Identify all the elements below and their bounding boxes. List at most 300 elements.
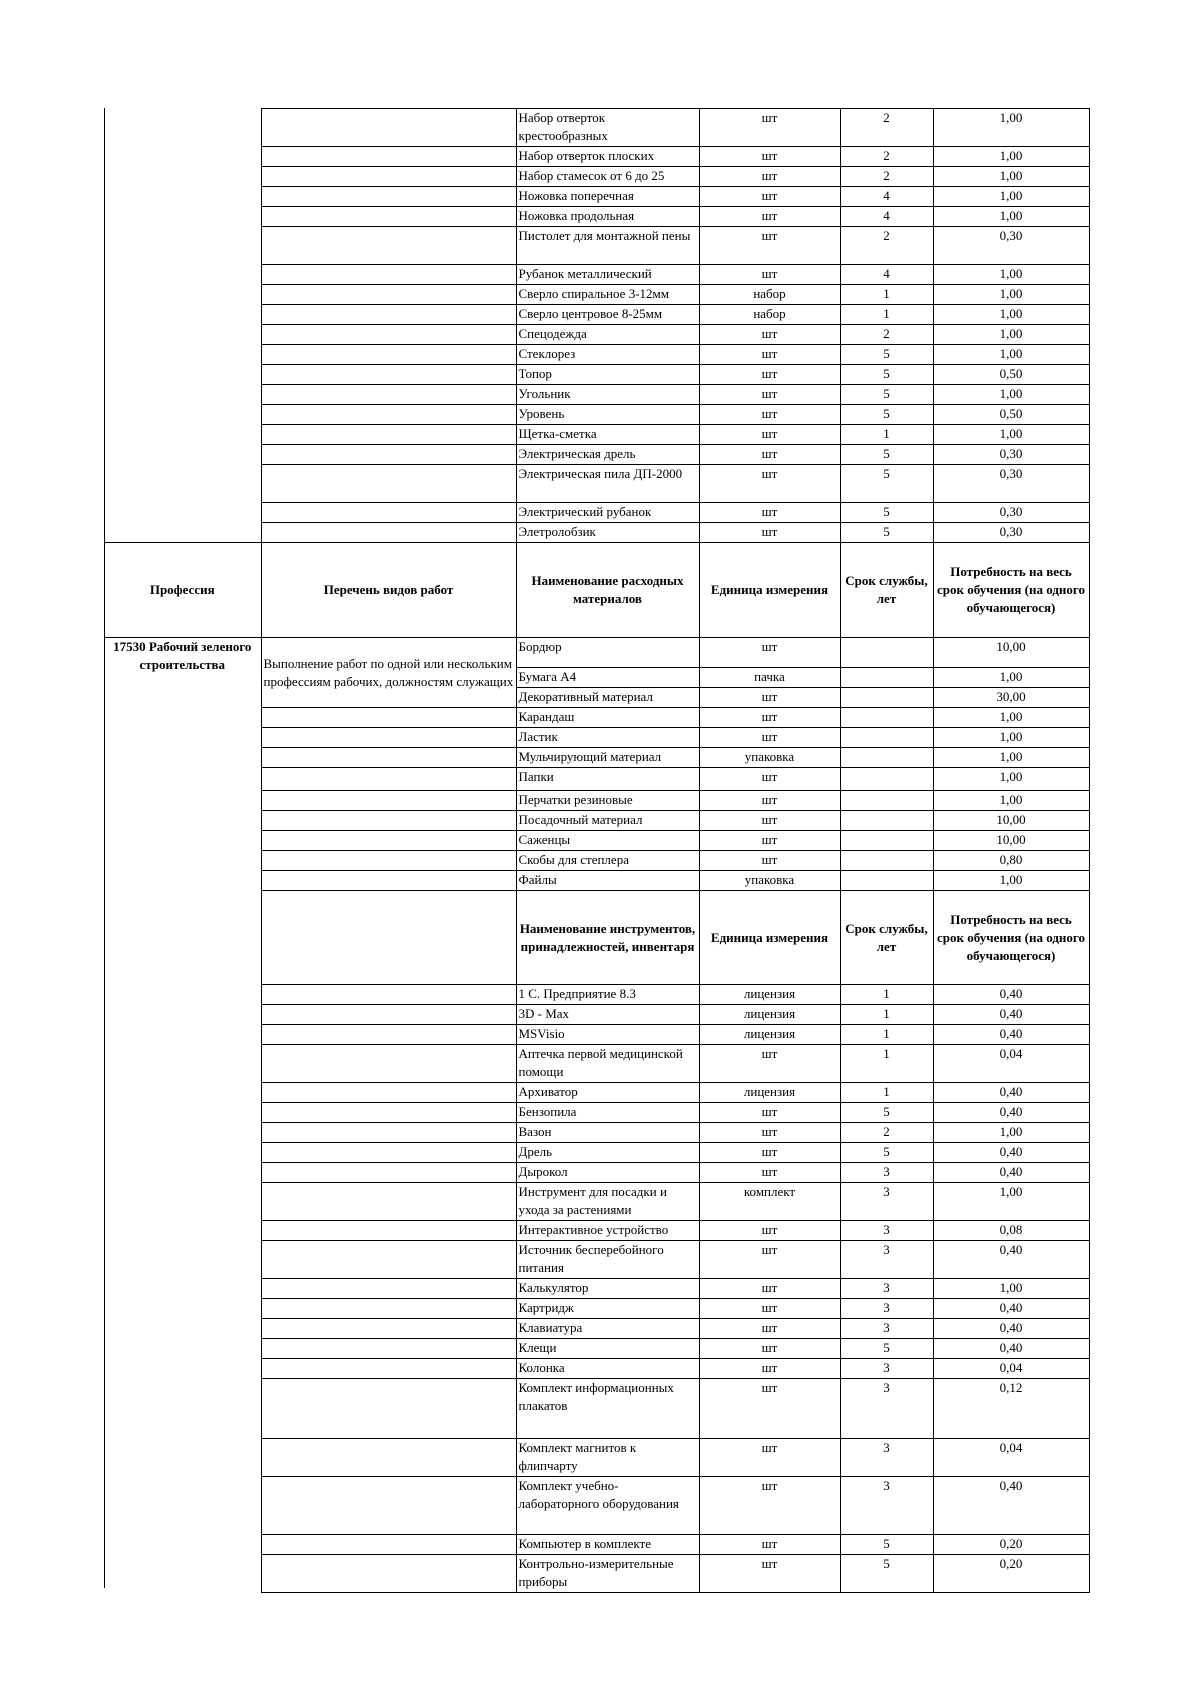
item-name: 3D - Max bbox=[516, 1005, 699, 1025]
works-blank-cell bbox=[261, 147, 516, 167]
item-name: Электрическая дрель bbox=[516, 445, 699, 465]
table-row bbox=[104, 1083, 1089, 1103]
item-name: 1 С. Предприятие 8.3 bbox=[516, 985, 699, 1005]
works-blank-cell bbox=[261, 985, 516, 1005]
table-row bbox=[104, 305, 1089, 325]
item-name: Сверло спиральное 3-12мм bbox=[516, 285, 699, 305]
item-unit: набор bbox=[699, 305, 840, 325]
works-blank-cell bbox=[261, 109, 516, 147]
item-unit: набор bbox=[699, 285, 840, 305]
item-need: 1,00 bbox=[933, 167, 1089, 187]
item-need: 1,00 bbox=[933, 768, 1089, 791]
item-unit: шт bbox=[699, 1163, 840, 1183]
item-name: Карандаш bbox=[516, 708, 699, 728]
item-unit: шт bbox=[699, 405, 840, 425]
item-unit: шт bbox=[699, 265, 840, 285]
works-blank-cell bbox=[261, 1163, 516, 1183]
item-name: Контрольно-измерительные приборы bbox=[516, 1555, 699, 1593]
item-name: Уровень bbox=[516, 405, 699, 425]
blank-cell bbox=[104, 503, 261, 523]
item-name: Архиватор bbox=[516, 1083, 699, 1103]
item-unit: лицензия bbox=[699, 1005, 840, 1025]
item-name: Ластик bbox=[516, 728, 699, 748]
item-unit: шт bbox=[699, 1555, 840, 1593]
item-service-life: 3 bbox=[840, 1439, 933, 1477]
item-name: MSVisio bbox=[516, 1025, 699, 1045]
item-unit: шт bbox=[699, 147, 840, 167]
table-header-row bbox=[104, 543, 1089, 638]
item-need: 0,40 bbox=[933, 1319, 1089, 1339]
table-row bbox=[104, 985, 1089, 1005]
works-blank-cell bbox=[261, 791, 516, 811]
header-unit: Единица измерения bbox=[699, 543, 840, 638]
item-name: Компьютер в комплекте bbox=[516, 1535, 699, 1555]
tools-section bbox=[104, 985, 1089, 1593]
item-unit: шт bbox=[699, 207, 840, 227]
item-service-life: 4 bbox=[840, 265, 933, 285]
table-row bbox=[104, 1143, 1089, 1163]
item-name: Электрический рубанок bbox=[516, 503, 699, 523]
item-name: Топор bbox=[516, 365, 699, 385]
item-need: 0,40 bbox=[933, 1241, 1089, 1279]
item-unit: шт bbox=[699, 1477, 840, 1535]
item-need: 0,40 bbox=[933, 985, 1089, 1005]
works-blank-cell bbox=[261, 1123, 516, 1143]
item-service-life: 1 bbox=[840, 985, 933, 1005]
item-unit: шт bbox=[699, 1241, 840, 1279]
table-row bbox=[104, 1123, 1089, 1143]
blank-cell bbox=[104, 1163, 261, 1183]
works-blank-cell bbox=[261, 708, 516, 728]
header-unit: Единица измерения bbox=[699, 891, 840, 985]
item-service-life: 1 bbox=[840, 1045, 933, 1083]
item-name: Вазон bbox=[516, 1123, 699, 1143]
item-service-life bbox=[840, 851, 933, 871]
item-need: 10,00 bbox=[933, 831, 1089, 851]
header-blank bbox=[104, 891, 261, 985]
item-unit: шт bbox=[699, 1143, 840, 1163]
works-blank-cell bbox=[261, 1379, 516, 1439]
item-name: Элетролобзик bbox=[516, 523, 699, 543]
item-unit: шт bbox=[699, 1439, 840, 1477]
blank-cell bbox=[104, 445, 261, 465]
table-row bbox=[104, 1299, 1089, 1319]
item-unit: шт bbox=[699, 187, 840, 207]
item-name: Стеклорез bbox=[516, 345, 699, 365]
table-row bbox=[104, 285, 1089, 305]
item-need: 0,40 bbox=[933, 1005, 1089, 1025]
blank-cell bbox=[104, 1103, 261, 1123]
blank-cell bbox=[104, 1045, 261, 1083]
table-row bbox=[104, 345, 1089, 365]
item-service-life: 3 bbox=[840, 1241, 933, 1279]
item-service-life bbox=[840, 791, 933, 811]
item-need: 0,04 bbox=[933, 1359, 1089, 1379]
works-blank-cell bbox=[261, 1279, 516, 1299]
works-blank-cell bbox=[261, 1025, 516, 1045]
works-blank-cell bbox=[261, 385, 516, 405]
item-need: 1,00 bbox=[933, 265, 1089, 285]
item-unit: шт bbox=[699, 385, 840, 405]
item-unit: шт bbox=[699, 1279, 840, 1299]
item-need: 0,40 bbox=[933, 1339, 1089, 1359]
works-blank-cell bbox=[261, 265, 516, 285]
item-name: Инструмент для посадки и ухода за растениями bbox=[516, 1183, 699, 1221]
blank-cell bbox=[104, 1123, 261, 1143]
works-blank-cell bbox=[261, 1103, 516, 1123]
works-blank-cell bbox=[261, 1221, 516, 1241]
works-blank-cell bbox=[261, 405, 516, 425]
item-need: 30,00 bbox=[933, 688, 1089, 708]
table-row bbox=[104, 1477, 1089, 1535]
item-need: 1,00 bbox=[933, 385, 1089, 405]
table-row bbox=[104, 147, 1089, 167]
table-row bbox=[104, 445, 1089, 465]
consumables-section bbox=[104, 638, 1089, 891]
item-name: Клавиатура bbox=[516, 1319, 699, 1339]
works-blank-cell bbox=[261, 187, 516, 207]
header-need: Потребность на весь срок обучения (на одного обучающегося) bbox=[933, 543, 1089, 638]
blank-cell bbox=[104, 1339, 261, 1359]
table-row bbox=[104, 425, 1089, 445]
table-row bbox=[104, 265, 1089, 285]
item-need: 1,00 bbox=[933, 728, 1089, 748]
item-unit: шт bbox=[699, 791, 840, 811]
blank-cell bbox=[104, 523, 261, 543]
item-service-life: 5 bbox=[840, 1103, 933, 1123]
item-unit: упаковка bbox=[699, 871, 840, 891]
equipment-table bbox=[104, 108, 1090, 1593]
works-blank-cell bbox=[261, 523, 516, 543]
blank-cell bbox=[104, 1005, 261, 1025]
item-need: 0,30 bbox=[933, 445, 1089, 465]
works-blank-cell bbox=[261, 305, 516, 325]
header-works: Перечень видов работ bbox=[261, 543, 516, 638]
item-service-life bbox=[840, 871, 933, 891]
header-tools-name: Наименование инструментов, принадлежностей, инвентаря bbox=[516, 891, 699, 985]
item-unit: шт bbox=[699, 728, 840, 748]
table-row bbox=[104, 1103, 1089, 1123]
item-service-life: 3 bbox=[840, 1319, 933, 1339]
item-service-life: 5 bbox=[840, 445, 933, 465]
item-unit: шт bbox=[699, 503, 840, 523]
item-need: 0,80 bbox=[933, 851, 1089, 871]
item-need: 0,50 bbox=[933, 405, 1089, 425]
item-service-life: 5 bbox=[840, 1143, 933, 1163]
table-row bbox=[104, 1163, 1089, 1183]
header-need: Потребность на весь срок обучения (на одного обучающегося) bbox=[933, 891, 1089, 985]
table-row bbox=[104, 1319, 1089, 1339]
blank-cell bbox=[104, 187, 261, 207]
works-blank-cell bbox=[261, 1005, 516, 1025]
tools-section-top bbox=[104, 109, 1089, 543]
blank-cell bbox=[104, 985, 261, 1005]
header-blank-works bbox=[261, 891, 516, 985]
item-unit: шт bbox=[699, 708, 840, 728]
item-service-life bbox=[840, 638, 933, 668]
item-need: 0,50 bbox=[933, 365, 1089, 385]
item-unit: шт bbox=[699, 851, 840, 871]
table-row bbox=[104, 1379, 1089, 1439]
item-name: Калькулятор bbox=[516, 1279, 699, 1299]
item-name: Пистолет для монтажной пены bbox=[516, 227, 699, 265]
item-need: 1,00 bbox=[933, 1123, 1089, 1143]
item-unit: шт bbox=[699, 1221, 840, 1241]
item-unit: шт bbox=[699, 831, 840, 851]
works-blank-cell bbox=[261, 1083, 516, 1103]
item-need: 1,00 bbox=[933, 1279, 1089, 1299]
table-row bbox=[104, 1279, 1089, 1299]
item-unit: шт bbox=[699, 523, 840, 543]
table-row bbox=[104, 1241, 1089, 1279]
works-blank-cell bbox=[261, 285, 516, 305]
item-need: 1,00 bbox=[933, 345, 1089, 365]
table-row bbox=[104, 365, 1089, 385]
item-need: 0,40 bbox=[933, 1025, 1089, 1045]
item-name: Набор стамесок от 6 до 25 bbox=[516, 167, 699, 187]
blank-cell bbox=[104, 1183, 261, 1221]
works-blank-cell bbox=[261, 831, 516, 851]
item-unit: лицензия bbox=[699, 1083, 840, 1103]
item-name: Бордюр bbox=[516, 638, 699, 668]
works-blank-cell bbox=[261, 1555, 516, 1593]
item-name: Скобы для степлера bbox=[516, 851, 699, 871]
works-blank-cell bbox=[261, 768, 516, 791]
item-name: Дырокол bbox=[516, 1163, 699, 1183]
item-service-life: 5 bbox=[840, 465, 933, 503]
works-blank-cell bbox=[261, 871, 516, 891]
item-name: Сверло центровое 8-25мм bbox=[516, 305, 699, 325]
item-service-life: 1 bbox=[840, 425, 933, 445]
item-unit: шт bbox=[699, 1319, 840, 1339]
works-blank-cell bbox=[261, 748, 516, 768]
table-row bbox=[104, 523, 1089, 543]
header-service-life: Срок службы, лет bbox=[840, 891, 933, 985]
table-row bbox=[104, 1183, 1089, 1221]
works-blank-cell bbox=[261, 1045, 516, 1083]
item-service-life bbox=[840, 688, 933, 708]
item-name: Интерактивное устройство bbox=[516, 1221, 699, 1241]
item-service-life: 5 bbox=[840, 345, 933, 365]
item-service-life: 2 bbox=[840, 147, 933, 167]
item-service-life: 5 bbox=[840, 1555, 933, 1593]
works-blank-cell bbox=[261, 503, 516, 523]
item-service-life: 5 bbox=[840, 365, 933, 385]
item-unit: шт bbox=[699, 811, 840, 831]
blank-cell bbox=[104, 1143, 261, 1163]
item-unit: шт bbox=[699, 167, 840, 187]
item-unit: шт bbox=[699, 638, 840, 668]
blank-cell bbox=[104, 1299, 261, 1319]
item-name: Комплект учебно-лабораторного оборудования bbox=[516, 1477, 699, 1535]
item-need: 0,08 bbox=[933, 1221, 1089, 1241]
profession-cell: 17530 Рабочий зеленого строительства bbox=[104, 638, 261, 891]
item-need: 1,00 bbox=[933, 425, 1089, 445]
blank-cell bbox=[104, 1083, 261, 1103]
item-service-life bbox=[840, 728, 933, 748]
item-unit: шт bbox=[699, 345, 840, 365]
works-blank-cell bbox=[261, 227, 516, 265]
tools-header-row bbox=[104, 891, 1089, 985]
item-service-life bbox=[840, 668, 933, 688]
works-blank-cell bbox=[261, 1535, 516, 1555]
item-name: Комплект магнитов к флипчарту bbox=[516, 1439, 699, 1477]
item-name: Рубанок металлический bbox=[516, 265, 699, 285]
table-row bbox=[104, 503, 1089, 523]
blank-cell bbox=[104, 345, 261, 365]
table-row bbox=[104, 109, 1089, 147]
item-unit: шт bbox=[699, 325, 840, 345]
item-need: 10,00 bbox=[933, 811, 1089, 831]
item-name: Бумага А4 bbox=[516, 668, 699, 688]
tools-header bbox=[104, 891, 1089, 985]
item-unit: шт bbox=[699, 365, 840, 385]
item-need: 0,40 bbox=[933, 1163, 1089, 1183]
works-blank-cell bbox=[261, 1339, 516, 1359]
blank-cell bbox=[104, 1555, 261, 1593]
table-row bbox=[104, 1005, 1089, 1025]
item-service-life: 1 bbox=[840, 285, 933, 305]
item-service-life: 5 bbox=[840, 385, 933, 405]
item-service-life: 5 bbox=[840, 1535, 933, 1555]
item-service-life: 2 bbox=[840, 325, 933, 345]
item-name: Ножовка поперечная bbox=[516, 187, 699, 207]
item-need: 0,04 bbox=[933, 1045, 1089, 1083]
works-blank-cell bbox=[261, 1439, 516, 1477]
item-name: Перчатки резиновые bbox=[516, 791, 699, 811]
item-unit: шт bbox=[699, 1535, 840, 1555]
item-name: Дрель bbox=[516, 1143, 699, 1163]
blank-cell bbox=[104, 305, 261, 325]
blank-cell bbox=[104, 1279, 261, 1299]
item-service-life: 1 bbox=[840, 305, 933, 325]
works-blank-cell bbox=[261, 851, 516, 871]
item-name: Набор отверток крестообразных bbox=[516, 109, 699, 147]
works-blank-cell bbox=[261, 728, 516, 748]
item-name: Угольник bbox=[516, 385, 699, 405]
item-unit: шт bbox=[699, 1379, 840, 1439]
blank-cell bbox=[104, 1319, 261, 1339]
item-need: 1,00 bbox=[933, 207, 1089, 227]
item-name: Спецодежда bbox=[516, 325, 699, 345]
item-service-life: 2 bbox=[840, 109, 933, 147]
item-need: 0,20 bbox=[933, 1535, 1089, 1555]
table-row bbox=[104, 385, 1089, 405]
item-need: 0,30 bbox=[933, 523, 1089, 543]
item-unit: шт bbox=[699, 445, 840, 465]
blank-cell bbox=[104, 405, 261, 425]
blank-cell bbox=[104, 1439, 261, 1477]
blank-cell bbox=[104, 265, 261, 285]
table-row bbox=[104, 638, 1089, 668]
item-service-life: 2 bbox=[840, 227, 933, 265]
item-service-life: 3 bbox=[840, 1183, 933, 1221]
item-unit: шт bbox=[699, 425, 840, 445]
table-row bbox=[104, 167, 1089, 187]
table-row bbox=[104, 325, 1089, 345]
consumables-header bbox=[104, 543, 1089, 638]
item-name: Папки bbox=[516, 768, 699, 791]
item-name: Источник бесперебойного питания bbox=[516, 1241, 699, 1279]
item-need: 1,00 bbox=[933, 187, 1089, 207]
header-profession: Профессия bbox=[104, 543, 261, 638]
table-row bbox=[104, 187, 1089, 207]
item-service-life: 3 bbox=[840, 1279, 933, 1299]
blank-cell bbox=[104, 227, 261, 265]
table-row bbox=[104, 405, 1089, 425]
blank-cell bbox=[104, 1379, 261, 1439]
item-need: 1,00 bbox=[933, 285, 1089, 305]
item-service-life: 3 bbox=[840, 1163, 933, 1183]
blank-cell bbox=[104, 325, 261, 345]
item-service-life: 1 bbox=[840, 1083, 933, 1103]
works-blank-cell bbox=[261, 1319, 516, 1339]
item-service-life: 4 bbox=[840, 187, 933, 207]
item-need: 1,00 bbox=[933, 708, 1089, 728]
item-need: 0,40 bbox=[933, 1299, 1089, 1319]
table-row bbox=[104, 1439, 1089, 1477]
item-need: 1,00 bbox=[933, 325, 1089, 345]
blank-cell bbox=[104, 167, 261, 187]
item-unit: шт bbox=[699, 768, 840, 791]
item-service-life: 4 bbox=[840, 207, 933, 227]
table-row bbox=[104, 465, 1089, 503]
works-blank-cell bbox=[261, 345, 516, 365]
works-blank-cell bbox=[261, 465, 516, 503]
item-need: 0,30 bbox=[933, 465, 1089, 503]
item-need: 0,40 bbox=[933, 1143, 1089, 1163]
header-consumables-name: Наименование расходных материалов bbox=[516, 543, 699, 638]
item-service-life: 5 bbox=[840, 523, 933, 543]
blank-cell bbox=[104, 207, 261, 227]
table-row bbox=[104, 1221, 1089, 1241]
table-row bbox=[104, 227, 1089, 265]
item-name: Аптечка первой медицинской помощи bbox=[516, 1045, 699, 1083]
works-blank-cell bbox=[261, 1183, 516, 1221]
works-blank-cell bbox=[261, 1143, 516, 1163]
table-row bbox=[104, 1025, 1089, 1045]
blank-cell bbox=[104, 385, 261, 405]
item-unit: шт bbox=[699, 465, 840, 503]
blank-cell bbox=[104, 1221, 261, 1241]
item-need: 0,30 bbox=[933, 503, 1089, 523]
table-row bbox=[104, 1045, 1089, 1083]
item-service-life bbox=[840, 748, 933, 768]
item-service-life bbox=[840, 811, 933, 831]
blank-cell bbox=[104, 465, 261, 503]
item-need: 0,12 bbox=[933, 1379, 1089, 1439]
item-name: Саженцы bbox=[516, 831, 699, 851]
item-name: Ножовка продольная bbox=[516, 207, 699, 227]
table-row bbox=[104, 1359, 1089, 1379]
item-service-life: 3 bbox=[840, 1477, 933, 1535]
item-unit: шт bbox=[699, 109, 840, 147]
item-need: 0,04 bbox=[933, 1439, 1089, 1477]
works-cell: Выполнение работ по одной или нескольким профессиям рабочих, должностям служащих bbox=[261, 638, 516, 708]
item-need: 1,00 bbox=[933, 147, 1089, 167]
item-name: Комплект информационных плакатов bbox=[516, 1379, 699, 1439]
table-row bbox=[104, 207, 1089, 227]
item-service-life: 5 bbox=[840, 503, 933, 523]
item-unit: лицензия bbox=[699, 1025, 840, 1045]
works-blank-cell bbox=[261, 1299, 516, 1319]
works-blank-cell bbox=[261, 1477, 516, 1535]
works-blank-cell bbox=[261, 325, 516, 345]
blank-cell bbox=[104, 1025, 261, 1045]
item-name: Щетка-сметка bbox=[516, 425, 699, 445]
blank-cell bbox=[104, 147, 261, 167]
item-need: 1,00 bbox=[933, 1183, 1089, 1221]
